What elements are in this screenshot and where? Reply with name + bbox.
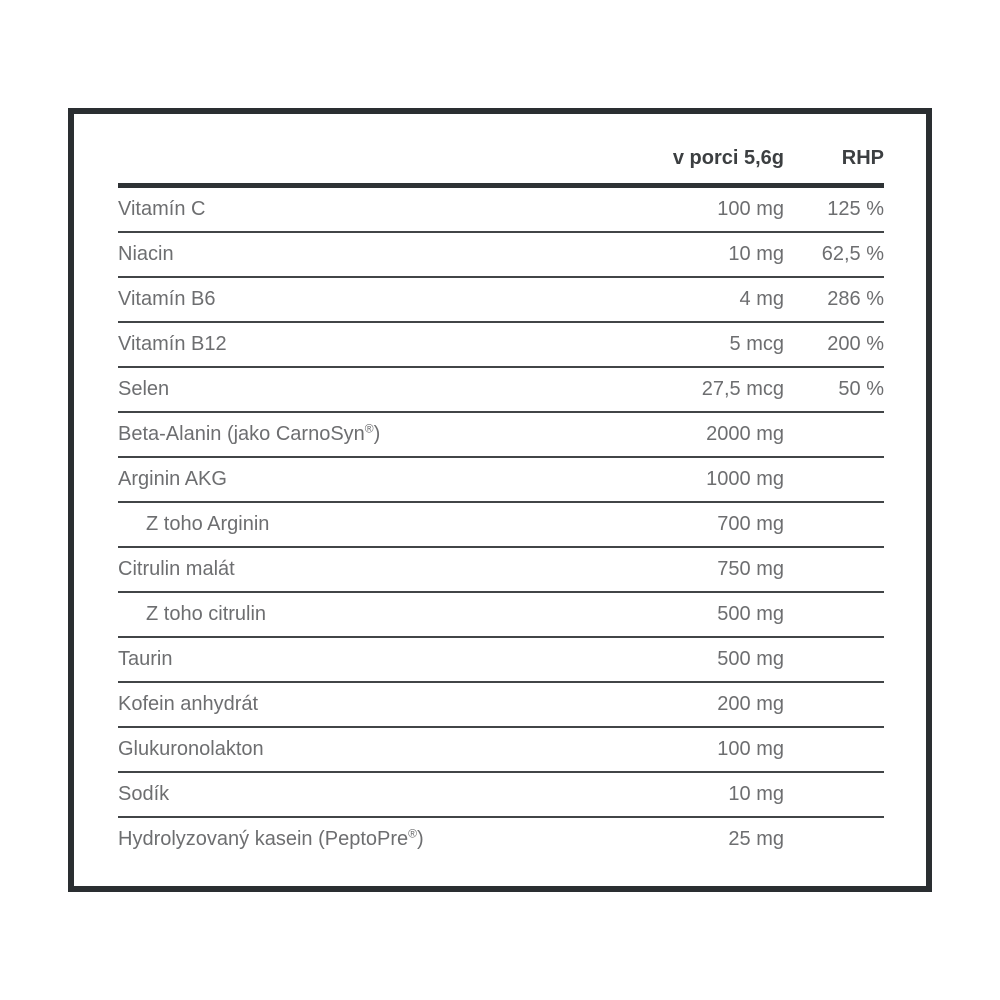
registered-trademark-symbol: ® xyxy=(364,423,374,436)
nutrient-name: Glukuronolakton xyxy=(118,738,264,760)
nutrient-name: Citrulin malát xyxy=(118,558,235,580)
nutrient-name: Vitamín B12 xyxy=(118,333,227,355)
supplement-facts-panel xyxy=(68,108,932,892)
table-row xyxy=(118,728,884,773)
table-row xyxy=(118,548,884,593)
nutrient-amount: 500 mg xyxy=(717,603,784,625)
nutrient-name: Vitamín C xyxy=(118,198,206,220)
nutrient-amount: 750 mg xyxy=(717,558,784,580)
header-amount-column: v porci 5,6g xyxy=(672,147,784,169)
nutrient-name: Z toho citrulin xyxy=(146,603,267,625)
table-row xyxy=(118,683,884,728)
table-row xyxy=(118,233,884,278)
table-row xyxy=(118,278,884,323)
nutrient-name: Arginin AKG xyxy=(118,468,227,490)
nutrient-rhp: 125 % xyxy=(827,198,884,220)
nutrient-amount: 700 mg xyxy=(717,513,784,535)
nutrient-name: Selen xyxy=(118,378,170,400)
table-header-row xyxy=(118,114,884,188)
nutrient-rhp: 200 % xyxy=(827,333,884,355)
supplement-facts-table xyxy=(74,114,926,886)
nutrient-amount: 200 mg xyxy=(717,693,784,715)
table-row xyxy=(118,413,884,458)
header-rhp-column: RHP xyxy=(841,147,884,169)
nutrient-name: Sodík xyxy=(118,783,170,805)
nutrient-amount: 100 mg xyxy=(717,198,784,220)
table-row-sub xyxy=(118,593,884,638)
nutrient-amount: 2000 mg xyxy=(706,423,784,445)
nutrient-name: Beta-Alanin (jako CarnoSyn®) xyxy=(118,423,381,445)
table-row xyxy=(118,818,884,861)
table-row xyxy=(118,188,884,233)
nutrient-amount: 25 mg xyxy=(728,828,784,850)
nutrient-name: Kofein anhydrát xyxy=(118,693,259,715)
nutrient-amount: 5 mcg xyxy=(729,333,784,355)
nutrient-name: Taurin xyxy=(118,648,173,670)
table-row xyxy=(118,638,884,683)
nutrient-name: Niacin xyxy=(118,243,174,265)
nutrient-amount: 10 mg xyxy=(728,243,784,265)
nutrient-name: Vitamín B6 xyxy=(118,288,216,310)
table-row-sub xyxy=(118,503,884,548)
table-row xyxy=(118,323,884,368)
table-row xyxy=(118,368,884,413)
nutrient-amount: 500 mg xyxy=(717,648,784,670)
nutrient-amount: 10 mg xyxy=(728,783,784,805)
nutrient-rhp: 286 % xyxy=(827,288,884,310)
nutrient-rhp: 62,5 % xyxy=(821,243,884,265)
nutrient-amount: 100 mg xyxy=(717,738,784,760)
nutrient-amount: 27,5 mcg xyxy=(701,378,784,400)
table-row xyxy=(118,773,884,818)
nutrient-name: Hydrolyzovaný kasein (PeptoPre®) xyxy=(118,828,424,850)
nutrient-amount: 1000 mg xyxy=(706,468,784,490)
nutrient-rhp: 50 % xyxy=(838,378,884,400)
registered-trademark-symbol: ® xyxy=(408,828,417,841)
nutrient-name: Z toho Arginin xyxy=(146,513,270,535)
nutrient-amount: 4 mg xyxy=(739,288,784,310)
table-row xyxy=(118,458,884,503)
